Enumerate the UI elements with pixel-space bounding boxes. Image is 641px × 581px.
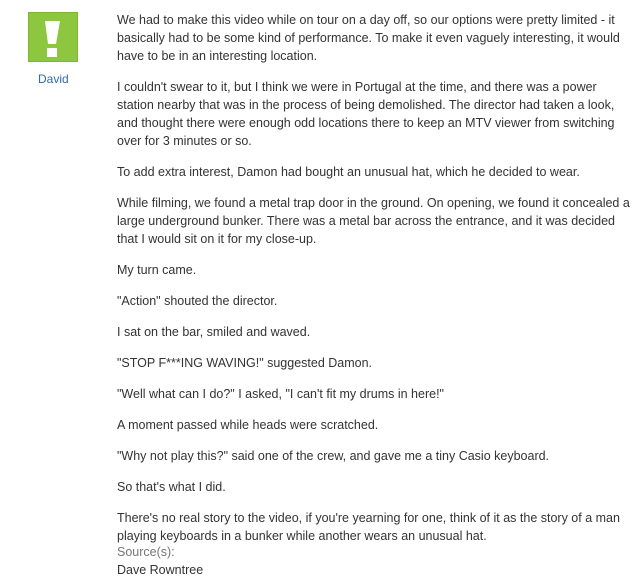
answer-paragraph: There's no real story to the video, if you're yearning for one, think of it as the story of a man playing keyboards in a bunker while another wears an unusual hat. xyxy=(117,511,620,543)
sources-label: Source(s): xyxy=(117,545,175,559)
sources-section xyxy=(117,543,203,579)
answer-paragraph: To add extra interest, Damon had bought an unusual hat, which he decided to wear. xyxy=(117,165,580,179)
exclamation-icon xyxy=(29,13,79,63)
answer-paragraph: So that's what I did. xyxy=(117,480,226,494)
answer-paragraph: "STOP F***ING WAVING!" suggested Damon. xyxy=(117,356,373,370)
answer-paragraph: "Action" shouted the director. xyxy=(117,294,278,308)
avatar[interactable] xyxy=(28,12,78,62)
answer-paragraph: While filming, we found a metal trap door in the ground. On opening, we found it concealed a large underground bunker. There was a metal bar across the entrance, and it was decided that I would sit on it for my close-up. xyxy=(117,196,630,246)
answer-body xyxy=(117,11,632,545)
user-avatar-column xyxy=(28,12,82,62)
answer-paragraph: My turn came. xyxy=(117,263,197,277)
username-link[interactable]: David xyxy=(38,72,69,86)
answer-paragraph: "Well what can I do?" I asked, "I can't fit my drums in here!" xyxy=(117,387,444,401)
answer-paragraph: "Why not play this?" said one of the crew, and gave me a tiny Casio keyboard. xyxy=(117,449,550,463)
answer-paragraph: We had to make this video while on tour on a day off, so our options were pretty limited - it basically had to be some kind of performance. To make it even vaguely interesting, it would have to be in an interesting location. xyxy=(117,13,620,63)
answer-paragraph: I couldn't swear to it, but I think we were in Portugal at the time, and there was a power station nearby that was in the process of being demolished. The director had taken a look, and thought there were enough odd locations there to keep an MTV viewer from switching over for 3 minutes or so. xyxy=(117,80,615,148)
answer-paragraph: A moment passed while heads were scratched. xyxy=(117,418,379,432)
sources-value: Dave Rowntree xyxy=(117,563,204,577)
answer-paragraph: I sat on the bar, smiled and waved. xyxy=(117,325,311,339)
